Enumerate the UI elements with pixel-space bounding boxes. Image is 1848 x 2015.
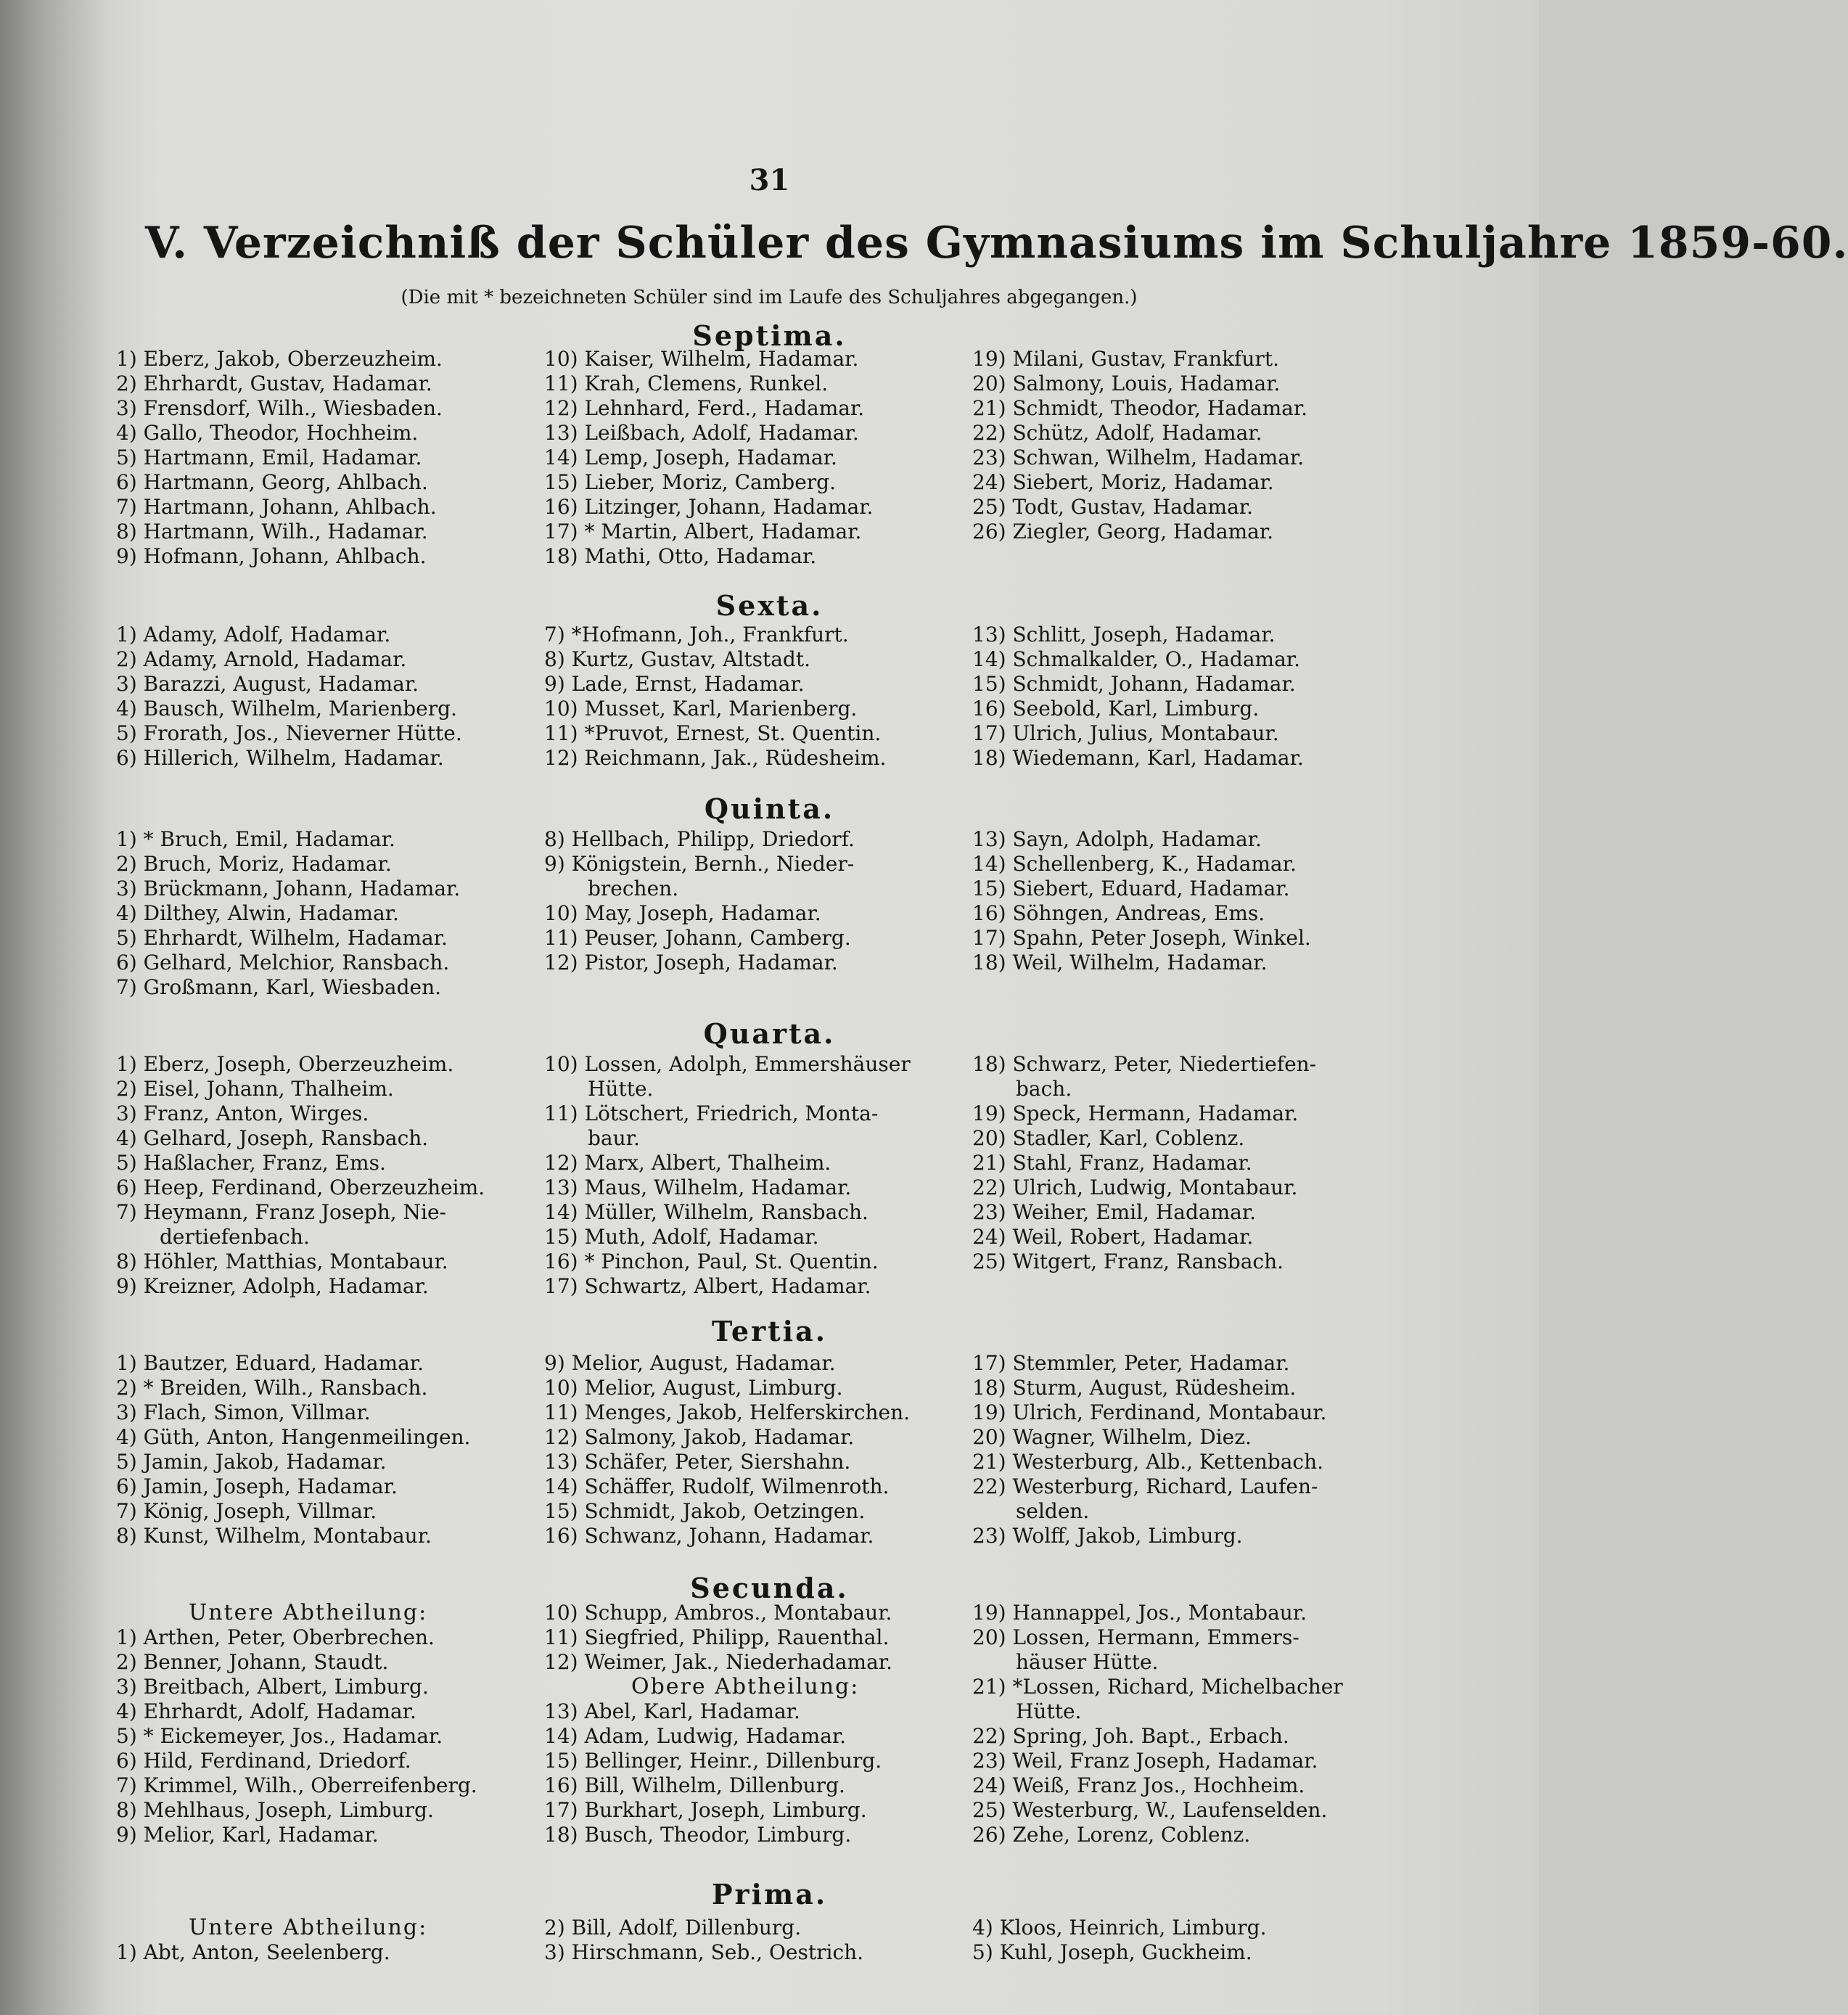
septima-heading: Septima. [692,319,847,352]
sexta-entry: 6) Hillerich, Wilhelm, Hadamar. [116,746,444,770]
quarta-entry: 25) Witgert, Franz, Ransbach. [972,1249,1284,1273]
secunda-entry: 22) Spring, Joh. Bapt., Erbach. [972,1724,1289,1748]
sexta-entry: 1) Adamy, Adolf, Hadamar. [116,623,391,647]
sexta-entry: 16) Seebold, Karl, Limburg. [972,697,1260,721]
tertia-col-2 [544,1351,980,1548]
quarta-entry: 22) Ulrich, Ludwig, Montabaur. [972,1175,1298,1199]
secunda-col-1 [116,1601,566,1847]
quinta-col-1 [116,827,566,1000]
secunda-entry: 11) Siegfried, Philipp, Rauenthal. [544,1625,890,1649]
quarta-entry: 5) Haßlacher, Franz, Ems. [116,1151,386,1175]
quarta-entry: dertiefenbach. [160,1225,310,1249]
secunda-upper-list [544,1699,980,1847]
secunda-entry: 16) Bill, Wilhelm, Dillenburg. [544,1773,845,1797]
tertia-entry: 16) Schwanz, Johann, Hadamar. [544,1524,874,1548]
tertia-entry: 1) Bautzer, Eduard, Hadamar. [116,1351,424,1375]
tertia-entry: 3) Flach, Simon, Villmar. [116,1400,371,1424]
prima-col-3 [972,1916,1379,1965]
sexta-entry: 8) Kurtz, Gustav, Altstadt. [544,647,810,671]
quinta-entry: 10) May, Joseph, Hadamar. [544,901,821,925]
quinta-entry: 13) Sayn, Adolph, Hadamar. [972,827,1262,851]
tertia-entry: 8) Kunst, Wilhelm, Montabaur. [116,1524,432,1548]
septima-entry: 18) Mathi, Otto, Hadamar. [544,544,817,568]
quinta-entry: 7) Großmann, Karl, Wiesbaden. [116,975,442,999]
septima-entry: 23) Schwan, Wilhelm, Hadamar. [972,446,1305,469]
secunda-entry: 17) Burkhart, Joseph, Limburg. [544,1798,867,1822]
sexta-entry: 18) Wiedemann, Karl, Hadamar. [972,746,1304,770]
quinta-entry: 8) Hellbach, Philipp, Driedorf. [544,827,855,851]
sexta-col-2 [544,623,980,771]
sexta-entry: 10) Musset, Karl, Marienberg. [544,697,858,721]
prima-heading: Prima. [711,1878,828,1911]
septima-entry: 11) Krah, Clemens, Runkel. [544,372,829,395]
secunda-entry: 13) Abel, Karl, Hadamar. [544,1699,800,1723]
septima-entry: 10) Kaiser, Wilhelm, Hadamar. [544,347,859,371]
tertia-entry: 7) König, Joseph, Villmar. [116,1499,377,1523]
quarta-entry: 23) Weiher, Emil, Hadamar. [972,1200,1257,1224]
tertia-col-3 [972,1351,1379,1548]
sexta-entry: 15) Schmidt, Johann, Hadamar. [972,672,1296,696]
secunda-col-3 [972,1601,1379,1847]
tertia-col-1 [116,1351,566,1548]
septima-entry: 1) Eberz, Jakob, Oberzeuzheim. [116,347,443,371]
secunda-entry: 12) Weimer, Jak., Niederhadamar. [544,1650,892,1674]
quarta-heading: Quarta. [703,1017,836,1050]
sexta-entry: 12) Reichmann, Jak., Rüdesheim. [544,746,887,770]
tertia-entry: 17) Stemmler, Peter, Hadamar. [972,1351,1290,1375]
secunda-entry: 7) Krimmel, Wilh., Oberreifenberg. [116,1773,477,1797]
prima-lower-division-label: Untere Abtheilung: [189,1915,428,1940]
quinta-entry: 3) Brückmann, Johann, Hadamar. [116,877,461,900]
tertia-entry: 21) Westerburg, Alb., Kettenbach. [972,1450,1324,1474]
quarta-entry: 9) Kreizner, Adolph, Hadamar. [116,1274,429,1298]
septima-col-2 [544,347,980,569]
tertia-entry: 18) Sturm, August, Rüdesheim. [972,1376,1297,1400]
quinta-entry: brechen. [588,877,679,900]
secunda-entry: 8) Mehlhaus, Joseph, Limburg. [116,1798,434,1822]
quinta-entry: 12) Pistor, Joseph, Hadamar. [544,951,838,974]
tertia-entry: 14) Schäffer, Rudolf, Wilmenroth. [544,1474,890,1498]
septima-entry: 22) Schütz, Adolf, Hadamar. [972,421,1262,445]
septima-entry: 8) Hartmann, Wilh., Hadamar. [116,520,428,543]
quinta-entry: 15) Siebert, Eduard, Hadamar. [972,877,1290,900]
sexta-entry: 4) Bausch, Wilhelm, Marienberg. [116,697,457,721]
septima-entry: 6) Hartmann, Georg, Ahlbach. [116,470,428,494]
septima-entry: 12) Lehnhard, Ferd., Hadamar. [544,396,865,420]
quinta-entry: 4) Dilthey, Alwin, Hadamar. [116,901,399,925]
tertia-entry: 15) Schmidt, Jakob, Oetzingen. [544,1499,866,1523]
prima-lower-list [116,1940,566,1965]
secunda-entry: 5) * Eickemeyer, Jos., Hadamar. [116,1724,443,1748]
quarta-entry: 14) Müller, Wilhelm, Ransbach. [544,1200,868,1224]
quarta-col-1 [116,1052,566,1299]
prima-entry: 1) Abt, Anton, Seelenberg. [116,1940,390,1964]
septima-entry: 15) Lieber, Moriz, Camberg. [544,470,836,494]
quinta-entry: 11) Peuser, Johann, Camberg. [544,926,851,950]
secunda-entry: 3) Breitbach, Albert, Limburg. [116,1675,429,1699]
tertia-entry: 12) Salmony, Jakob, Hadamar. [544,1425,855,1449]
prima-entry: 4) Kloos, Heinrich, Limburg. [972,1916,1267,1940]
septima-col-3 [972,347,1379,544]
secunda-col-2 [544,1601,980,1847]
quarta-entry: 16) * Pinchon, Paul, St. Quentin. [544,1249,879,1273]
tertia-entry: 11) Menges, Jakob, Helferskirchen. [544,1400,911,1424]
secunda-entry: 2) Benner, Johann, Staudt. [116,1650,389,1674]
quinta-entry: 14) Schellenberg, K., Hadamar. [972,852,1297,876]
quinta-entry: 2) Bruch, Moriz, Hadamar. [116,852,392,876]
tertia-entry: 19) Ulrich, Ferdinand, Montabaur. [972,1400,1327,1424]
quarta-entry: 8) Höhler, Matthias, Montabaur. [116,1249,448,1273]
secunda-heading: Secunda. [690,1572,849,1604]
quarta-entry: 4) Gelhard, Joseph, Ransbach. [116,1126,429,1150]
quarta-col-2 [544,1052,980,1299]
septima-entry: 17) * Martin, Albert, Hadamar. [544,520,862,543]
secunda-entry: 21) *Lossen, Richard, Michelbacher [972,1675,1343,1699]
septima-entry: 24) Siebert, Moriz, Hadamar. [972,470,1274,494]
septima-entry: 13) Leißbach, Adolf, Hadamar. [544,421,859,445]
quarta-entry: 3) Franz, Anton, Wirges. [116,1101,369,1125]
sexta-heading: Sexta. [715,589,824,622]
sexta-entry: 7) *Hofmann, Joh., Frankfurt. [544,623,849,647]
septima-entry: 3) Frensdorf, Wilh., Wiesbaden. [116,396,443,420]
quarta-col-3 [972,1052,1379,1274]
sexta-entry: 13) Schlitt, Joseph, Hadamar. [972,623,1276,647]
quinta-entry: 6) Gelhard, Melchior, Ransbach. [116,951,450,974]
page-title: V. Verzeichniß der Schüler des Gymnasiums im Schuljahre 1859-60. [145,218,1848,268]
prima-entry: 3) Hirschmann, Seb., Oestrich. [544,1940,864,1964]
sexta-entry: 9) Lade, Ernst, Hadamar. [544,672,805,696]
quarta-entry: 7) Heymann, Franz Joseph, Nie- [116,1200,447,1224]
tertia-entry: 13) Schäfer, Peter, Siershahn. [544,1450,851,1474]
tertia-heading: Tertia. [712,1315,827,1347]
secunda-entry: 20) Lossen, Hermann, Emmers- [972,1625,1299,1649]
tertia-entry: 23) Wolff, Jakob, Limburg. [972,1524,1243,1548]
quarta-entry: 17) Schwartz, Albert, Hadamar. [544,1274,871,1298]
secunda-entry: 14) Adam, Ludwig, Hadamar. [544,1724,847,1748]
septima-entry: 16) Litzinger, Johann, Hadamar. [544,495,874,519]
septima-entry: 25) Todt, Gustav, Hadamar. [972,495,1253,519]
sexta-col-1 [116,623,566,771]
page-number: 31 [749,163,790,197]
tertia-entry: 22) Westerburg, Richard, Laufen- [972,1474,1318,1498]
quarta-entry: 12) Marx, Albert, Thalheim. [544,1151,831,1175]
secunda-entry: 18) Busch, Theodor, Limburg. [544,1823,852,1847]
tertia-entry: 6) Jamin, Joseph, Hadamar. [116,1474,398,1498]
tertia-entry: 5) Jamin, Jakob, Hadamar. [116,1450,387,1474]
sexta-entry: 2) Adamy, Arnold, Hadamar. [116,647,407,671]
prima-col-1 [116,1916,566,1965]
prima-entry: 2) Bill, Adolf, Dillenburg. [544,1916,802,1940]
quarta-entry: 20) Stadler, Karl, Coblenz. [972,1126,1245,1150]
secunda-entry: 6) Hild, Ferdinand, Driedorf. [116,1749,411,1773]
quinta-heading: Quinta. [704,792,835,825]
secunda-entry: 15) Bellinger, Heinr., Dillenburg. [544,1749,882,1773]
quinta-col-3 [972,827,1379,975]
secunda-entry: 25) Westerburg, W., Laufenselden. [972,1798,1328,1822]
septima-entry: 2) Ehrhardt, Gustav, Hadamar. [116,372,432,395]
quarta-entry: Hütte. [588,1077,654,1101]
quarta-entry: 19) Speck, Hermann, Hadamar. [972,1101,1299,1125]
quinta-entry: 17) Spahn, Peter Joseph, Winkel. [972,926,1311,950]
quarta-entry: 18) Schwarz, Peter, Niedertiefen- [972,1052,1317,1076]
secunda-entry: Hütte. [1016,1699,1082,1723]
quarta-entry: 24) Weil, Robert, Hadamar. [972,1225,1254,1249]
secunda-entry: 10) Schupp, Ambros., Montabaur. [544,1601,892,1625]
sexta-entry: 17) Ulrich, Julius, Montabaur. [972,721,1279,745]
quarta-entry: 11) Lötschert, Friedrich, Monta- [544,1101,879,1125]
secunda-entry: 1) Arthen, Peter, Oberbrechen. [116,1625,435,1649]
tertia-entry: 9) Melior, August, Hadamar. [544,1351,836,1375]
prima-entry: 5) Kuhl, Joseph, Guckheim. [972,1940,1252,1964]
secunda-entry: 19) Hannappel, Jos., Montabaur. [972,1601,1307,1625]
septima-entry: 21) Schmidt, Theodor, Hadamar. [972,396,1308,420]
sexta-entry: 5) Frorath, Jos., Nieverner Hütte. [116,721,462,745]
tertia-entry: selden. [1016,1499,1090,1523]
quinta-entry: 18) Weil, Wilhelm, Hadamar. [972,951,1268,974]
secunda-entry: häuser Hütte. [1016,1650,1159,1674]
quarta-entry: 6) Heep, Ferdinand, Oberzeuzheim. [116,1175,485,1199]
quarta-entry: 15) Muth, Adolf, Hadamar. [544,1225,819,1249]
secunda-col2-lower-list [544,1601,980,1675]
secunda-entry: 4) Ehrhardt, Adolf, Hadamar. [116,1699,416,1723]
quarta-entry: 21) Stahl, Franz, Hadamar. [972,1151,1252,1175]
sexta-entry: 11) *Pruvot, Ernest, St. Quentin. [544,721,882,745]
septima-entry: 26) Ziegler, Georg, Hadamar. [972,520,1274,543]
quarta-entry: bach. [1016,1077,1072,1101]
septima-col-1 [116,347,566,569]
secunda-upper-division-label: Obere Abtheilung: [631,1674,860,1699]
tertia-entry: 4) Güth, Anton, Hangenmeilingen. [116,1425,471,1449]
sexta-entry: 14) Schmalkalder, O., Hadamar. [972,647,1300,671]
secunda-entry: 9) Melior, Karl, Hadamar. [116,1823,379,1847]
quinta-entry: 1) * Bruch, Emil, Hadamar. [116,827,395,851]
secunda-entry: 23) Weil, Franz Joseph, Hadamar. [972,1749,1318,1773]
sexta-col-3 [972,623,1379,771]
quinta-entry: 9) Königstein, Bernh., Nieder- [544,852,855,876]
septima-entry: 9) Hofmann, Johann, Ahlbach. [116,544,427,568]
tertia-entry: 20) Wagner, Wilhelm, Diez. [972,1425,1252,1449]
prima-col-2 [544,1916,980,1965]
secunda-entry: 26) Zehe, Lorenz, Coblenz. [972,1823,1251,1847]
septima-entry: 14) Lemp, Joseph, Hadamar. [544,446,837,469]
sexta-entry: 3) Barazzi, August, Hadamar. [116,672,419,696]
septima-entry: 4) Gallo, Theodor, Hochheim. [116,421,419,445]
septima-entry: 7) Hartmann, Johann, Ahlbach. [116,495,437,519]
tertia-entry: 2) * Breiden, Wilh., Ransbach. [116,1376,428,1400]
quarta-entry: 2) Eisel, Johann, Thalheim. [116,1077,394,1101]
secunda-lower-list [116,1625,566,1847]
tertia-entry: 10) Melior, August, Limburg. [544,1376,843,1400]
page-subtitle: (Die mit * bezeichneten Schüler sind im Laufe des Schuljahres abgegangen.) [401,287,1138,308]
septima-entry: 19) Milani, Gustav, Frankfurt. [972,347,1279,371]
quarta-entry: baur. [588,1126,640,1150]
quinta-col-2 [544,827,980,975]
secunda-lower-division-label: Untere Abtheilung: [189,1600,428,1625]
secunda-entry: 24) Weiß, Franz Jos., Hochheim. [972,1773,1305,1797]
septima-entry: 5) Hartmann, Emil, Hadamar. [116,446,422,469]
quarta-entry: 10) Lossen, Adolph, Emmershäuser [544,1052,911,1076]
quinta-entry: 16) Söhngen, Andreas, Ems. [972,901,1265,925]
quarta-entry: 1) Eberz, Joseph, Oberzeuzheim. [116,1052,454,1076]
septima-entry: 20) Salmony, Louis, Hadamar. [972,372,1281,395]
quarta-entry: 13) Maus, Wilhelm, Hadamar. [544,1175,852,1199]
quinta-entry: 5) Ehrhardt, Wilhelm, Hadamar. [116,926,448,950]
